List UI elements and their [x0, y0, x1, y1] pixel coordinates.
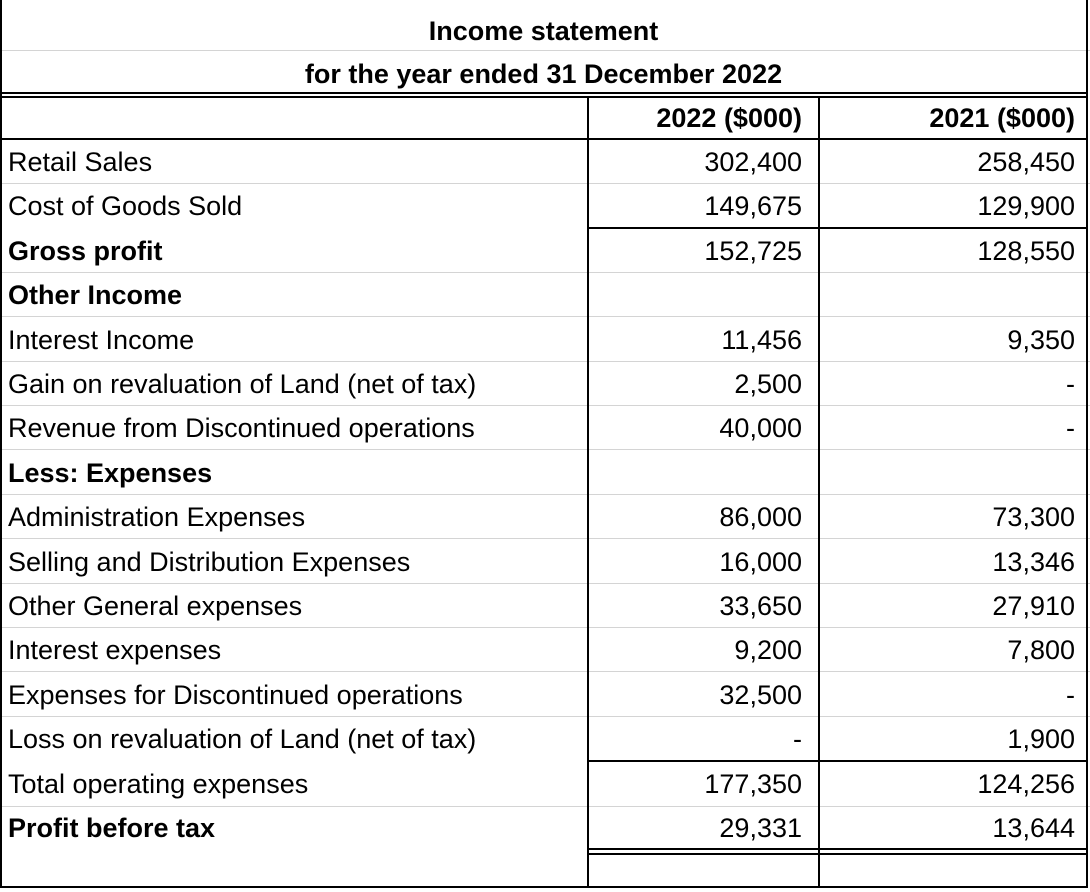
row-label: Other Income [8, 280, 183, 310]
row-label: Selling and Distribution Expenses [8, 547, 411, 577]
row-label: Gross profit [8, 236, 163, 266]
column-separator [587, 96, 589, 888]
row-value-2022: 9,200 [734, 635, 802, 665]
row-value-2021: 27,910 [992, 591, 1075, 621]
row-value-2022: 149,675 [704, 191, 802, 221]
row-label: Interest expenses [8, 635, 222, 665]
statement-title: Income statement [428, 16, 659, 46]
row-label: Profit before tax [8, 813, 216, 843]
row-label: Revenue from Discontinued operations [8, 413, 475, 443]
row-value-2022: 33,650 [719, 591, 802, 621]
statement-subtitle: for the year ended 31 December 2022 [304, 59, 783, 89]
row-value-2021: 128,550 [977, 236, 1075, 266]
total-rule-double [589, 853, 818, 855]
row-value-2022: 16,000 [719, 547, 802, 577]
row-value-2022: 86,000 [719, 502, 802, 532]
header-rule-double [0, 96, 1088, 98]
row-value-2021: 258,450 [977, 147, 1075, 177]
row-label: Loss on revaluation of Land (net of tax) [8, 724, 477, 754]
row-label: Expenses for Discontinued operations [8, 680, 463, 710]
row-label: Gain on revaluation of Land (net of tax) [8, 369, 477, 399]
row-value-2021: 124,256 [977, 769, 1075, 799]
row-value-2022: 11,456 [721, 325, 802, 355]
row-label: Other General expenses [8, 591, 303, 621]
column-separator [818, 96, 820, 888]
row-label: Cost of Goods Sold [8, 191, 243, 221]
row-value-2021: - [1066, 680, 1075, 710]
row-value-2021: 73,300 [992, 502, 1075, 532]
row-value-2021: 7,800 [1007, 635, 1075, 665]
row-value-2021: 13,346 [992, 547, 1075, 577]
border-left [0, 0, 2, 888]
row-value-2022: 32,500 [719, 680, 802, 710]
row-value-2021: 1,900 [1007, 724, 1075, 754]
row-label: Administration Expenses [8, 502, 306, 532]
row-value-2021: 13,644 [992, 813, 1075, 843]
row-label: Retail Sales [8, 147, 153, 177]
border-right [1086, 0, 1088, 888]
row-value-2021: 129,900 [977, 191, 1075, 221]
row-value-2022: 2,500 [734, 369, 802, 399]
row-label: Interest Income [8, 325, 195, 355]
row-label: Less: Expenses [8, 458, 213, 488]
column-header-rule [0, 138, 1088, 140]
row-value-2022: 177,350 [704, 769, 802, 799]
row-value-2022: 302,400 [704, 147, 802, 177]
row-value-2022: - [793, 724, 802, 754]
column-header-2021: 2021 ($000) [929, 103, 1075, 133]
column-header-2022: 2022 ($000) [656, 103, 802, 133]
row-label: Total operating expenses [8, 769, 309, 799]
border-bottom [0, 886, 1088, 888]
total-rule-double [820, 853, 1086, 855]
row-value-2022: 40,000 [719, 413, 802, 443]
row-value-2022: 29,331 [719, 813, 802, 843]
row-value-2021: 9,350 [1007, 325, 1075, 355]
row-value-2022: 152,725 [704, 236, 802, 266]
row-value-2021: - [1066, 413, 1075, 443]
row-value-2021: - [1066, 369, 1075, 399]
